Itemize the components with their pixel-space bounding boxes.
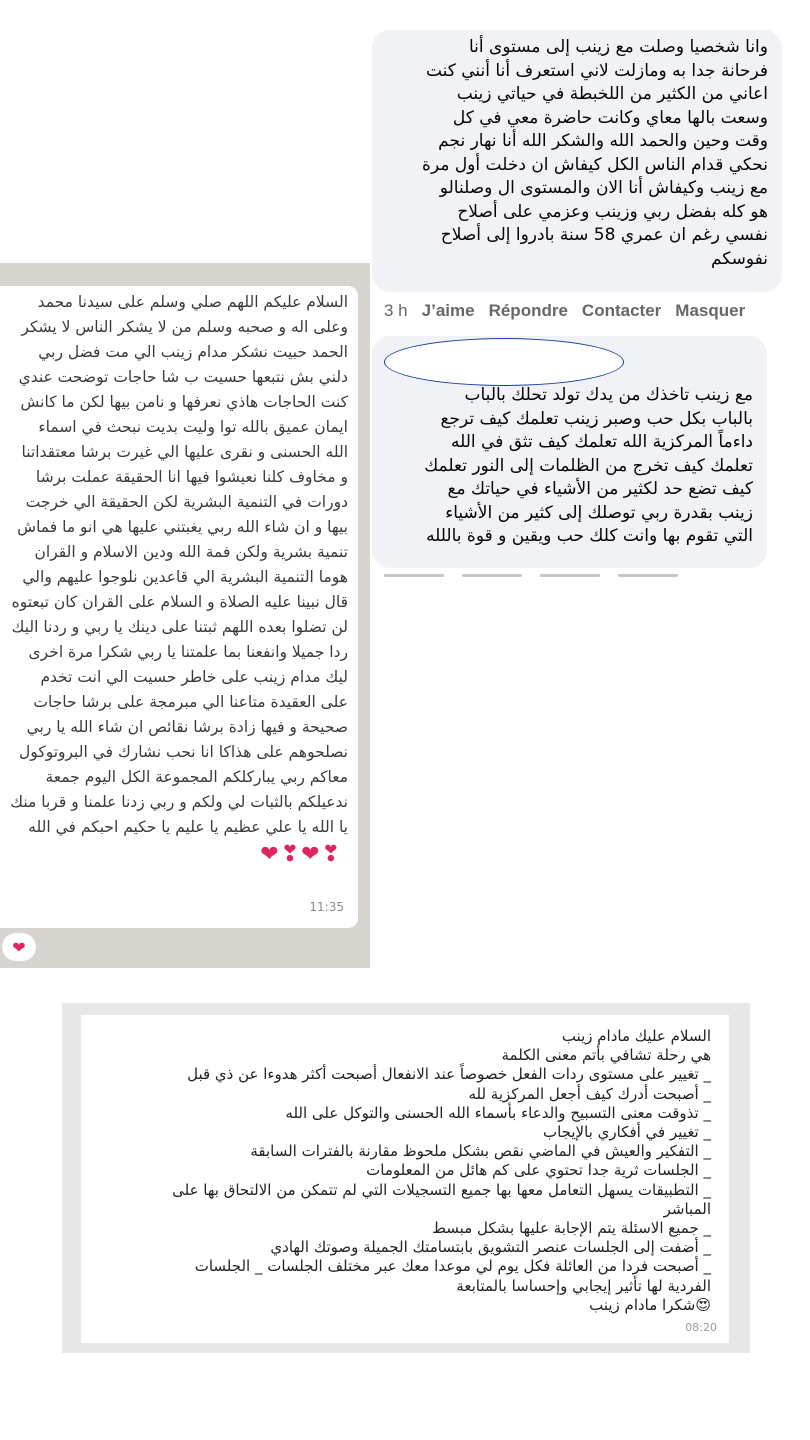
comment-line: زينب بقدرة ربي توصلك إلى كثير من الأشياء — [445, 502, 753, 523]
message-line: _ أصبحت فردا من العائلة فكل يوم لي موعدا معك عبر مختلف الجلسات _ الجلسات — [194, 1257, 711, 1276]
message-line: كنت الحاجات هاذي نعرفها و نامن بيها لكن ما كانش — [20, 393, 348, 411]
message-line: على العقيدة متاعنا الي مبرمجة على برشا حاجات — [33, 693, 348, 711]
whatsapp-chat-panel-2 — [62, 1003, 750, 1353]
comment-line: هو كله بفضل ربي وزينب وعزمي على أصلاح — [457, 201, 768, 222]
comment-line: نحكي قدام الناس الكل كيفاش ان دخلت أول مرة — [422, 154, 768, 175]
cropped-action — [618, 574, 678, 577]
message-line: _ التطبيقات يسهل التعامل معها بها جميع التسجيلات التي لم تتمكن من الالتحاق بها على — [172, 1180, 711, 1199]
message-line: 😍شكرا مادام زينب — [589, 1295, 711, 1314]
message-line: يا الله يا علي عظيم يا عليم يا حكيم احبكم في الله — [28, 818, 348, 836]
message-line: _ تذوقت معنى التسبيح والدعاء بأسماء الله الحسنى والتوكل على الله — [285, 1103, 711, 1122]
message-line: قال نبينا عليه الصلاة و السلام على القران كان تبعتوه — [11, 593, 348, 611]
facebook-comment-1 — [372, 30, 782, 292]
message-line: معاكم ربي يباركلكم المجموعة الكل اليوم جمعة — [45, 768, 348, 786]
whatsapp-chat-panel-1 — [0, 263, 370, 968]
message-line: _ أصبحت أدرك كيف أجعل المركزية لله — [468, 1084, 711, 1103]
message-line: نصلحوهم على هذاكا انا نحب نشارك في البروتوكول — [19, 743, 348, 761]
hearts-emoji: ❣❤❣❤ — [260, 842, 342, 867]
message-line: _ تغيير على مستوى ردات الفعل خصوصاً عند الانفعال أصبحت أكثر هدوءا عن ذي قبل — [187, 1065, 711, 1084]
comment-line: وانا شخصيا وصلت مع زينب إلى مستوى أنا — [468, 37, 768, 57]
message-line: دورات في التنمية البشرية لكن الحقيقة الي خرجت — [25, 493, 348, 511]
message-timestamp: 08:20 — [685, 1320, 717, 1334]
heart-reaction-icon[interactable]: ❤ — [2, 933, 36, 961]
comment-actions-bar — [384, 298, 804, 324]
reply-button[interactable]: Répondre — [488, 301, 568, 320]
message-line: الحمد حبيت نشكر مدام زينب الي مت فضل ربي — [38, 343, 348, 361]
message-line: السلام عليك مادام زينب — [561, 1027, 711, 1045]
comment-line: كيف تضع حد لكثير من الأشياء في حياتك مع — [447, 479, 753, 499]
message-line: _ التفكير والعيش في الماضي نقص بشكل ملحوظ مقارنة بالفترات السابقة — [250, 1142, 711, 1161]
comment-timestamp[interactable]: 3 h — [384, 301, 408, 320]
message-line: ندعيلكم بالثبات لي ولكم و ربي زدنا علمنا و قربا منك — [10, 793, 348, 811]
message-line: بيها و ان شاء الله ربي يغبتني عليها هي انو ما فماش — [17, 518, 348, 536]
message-bubble — [81, 1015, 729, 1343]
message-line: ليك مدام زينب على خاطر حسيت الي انت تخدم — [40, 668, 348, 686]
comment-line: مع زينب تاخذك من يدك تولد تحلك بالباب — [464, 385, 753, 405]
message-line: _ جميع الاسئلة يتم الإجابة عليها بشكل مبسط — [432, 1219, 711, 1238]
comment-line: مع زينب وكيفاش أنا الان والمستوى ال وصلنالو — [439, 178, 768, 198]
comment-line: بالباب بكل حب وصبر زينب تعلمك كيف ترجع — [440, 408, 753, 429]
like-button[interactable]: J’aime — [421, 301, 475, 320]
comment-line: وسعت بالها معاي وكانت حاضرة معي في كل — [452, 107, 768, 128]
comment-line: داءماً المركزية الله تعلمك كيف تثق في الله — [451, 432, 753, 452]
message-line: _ تغيير في أفكاري بالإيجاب — [542, 1123, 711, 1142]
cropped-actions-bar — [384, 570, 784, 580]
contact-button[interactable]: Contacter — [581, 301, 662, 320]
message-line: دلني بش نتبعها حسيت ب شا حاجات توضحت عندي — [18, 368, 348, 386]
comment-line: نفوسكم — [710, 248, 768, 269]
message-line: هوما التنمية البشرية الي قاعدين نلوجوا عليهم والي — [22, 568, 348, 586]
cropped-action — [540, 574, 600, 577]
comment-line: تعلمك كيف تخرج من الظلمات إلى النور تعلمك — [424, 455, 753, 476]
message-line: المباشر — [663, 1199, 711, 1218]
message-line: ايمان عميق بالله توا وليت بديت نبحث في اسماء — [38, 418, 348, 436]
message-line: ردا جميلا وانفعنا بما علمتنا يا ربي شكرا مرة اخرى — [28, 643, 348, 661]
comment-line: وقت وحين والحمد الله والشكر الله أنا نهار نجم — [438, 131, 768, 151]
cropped-action — [462, 574, 522, 577]
message-line: تنمية بشرية ولكن فمة الله ودين الاسلام و القران — [34, 543, 348, 561]
message-line: لن تضلوا بعده اللهم ثبتنا على دينك يا ربي و ردنا اليك — [11, 618, 348, 636]
cropped-action — [384, 574, 444, 577]
comment-line: فرحانة جدا به ومازلت لاني استعرف أنا أنني كنت — [425, 60, 768, 81]
message-line: الفردية لها تأثير إيجابي وإحساسا بالمتابعة — [456, 1276, 711, 1295]
redacted-name-oval — [384, 338, 624, 386]
message-line: هي رحلة تشافي بأتم معنى الكلمة — [501, 1046, 711, 1065]
comment-line: نفسي رغم ان عمري 58 سنة بادروا إلى أصلاح — [440, 225, 768, 245]
comment-line: اعاني من الكثير من اللخبطة في حياتي زينب — [456, 84, 768, 104]
message-timestamp: 11:35 — [309, 900, 344, 914]
message-line: صحيحة و فيها زادة برشا نقائص ان شاء الله يا ربي — [26, 718, 348, 736]
hide-button[interactable]: Masquer — [675, 301, 746, 320]
message-line: _ الجلسات ثرية جدا تحتوي على كم هائل من المعلومات — [366, 1161, 711, 1180]
message-line: السلام عليكم اللهم صلي وسلم على سيدنا محمد — [37, 293, 348, 311]
message-line: الله الحسنى و نقرى عليها الي غيرت برشا معتقداتنا — [21, 443, 348, 461]
message-line: وعلى اله و صحبه وسلم من لا يشكر الناس لا يشكر — [21, 318, 348, 336]
message-line: و مخاوف كلنا نعيشوا فيها انا الحقيقة عملت برشا — [35, 468, 348, 486]
comment-line: التي تقوم بها وانت كلك حب ويقين و قوة باللله — [426, 526, 753, 546]
message-line: _ أضفت إلى الجلسات عنصر التشويق بابتسامتك الجميلة وصوتك الهادي — [270, 1238, 711, 1257]
message-bubble — [0, 286, 358, 928]
